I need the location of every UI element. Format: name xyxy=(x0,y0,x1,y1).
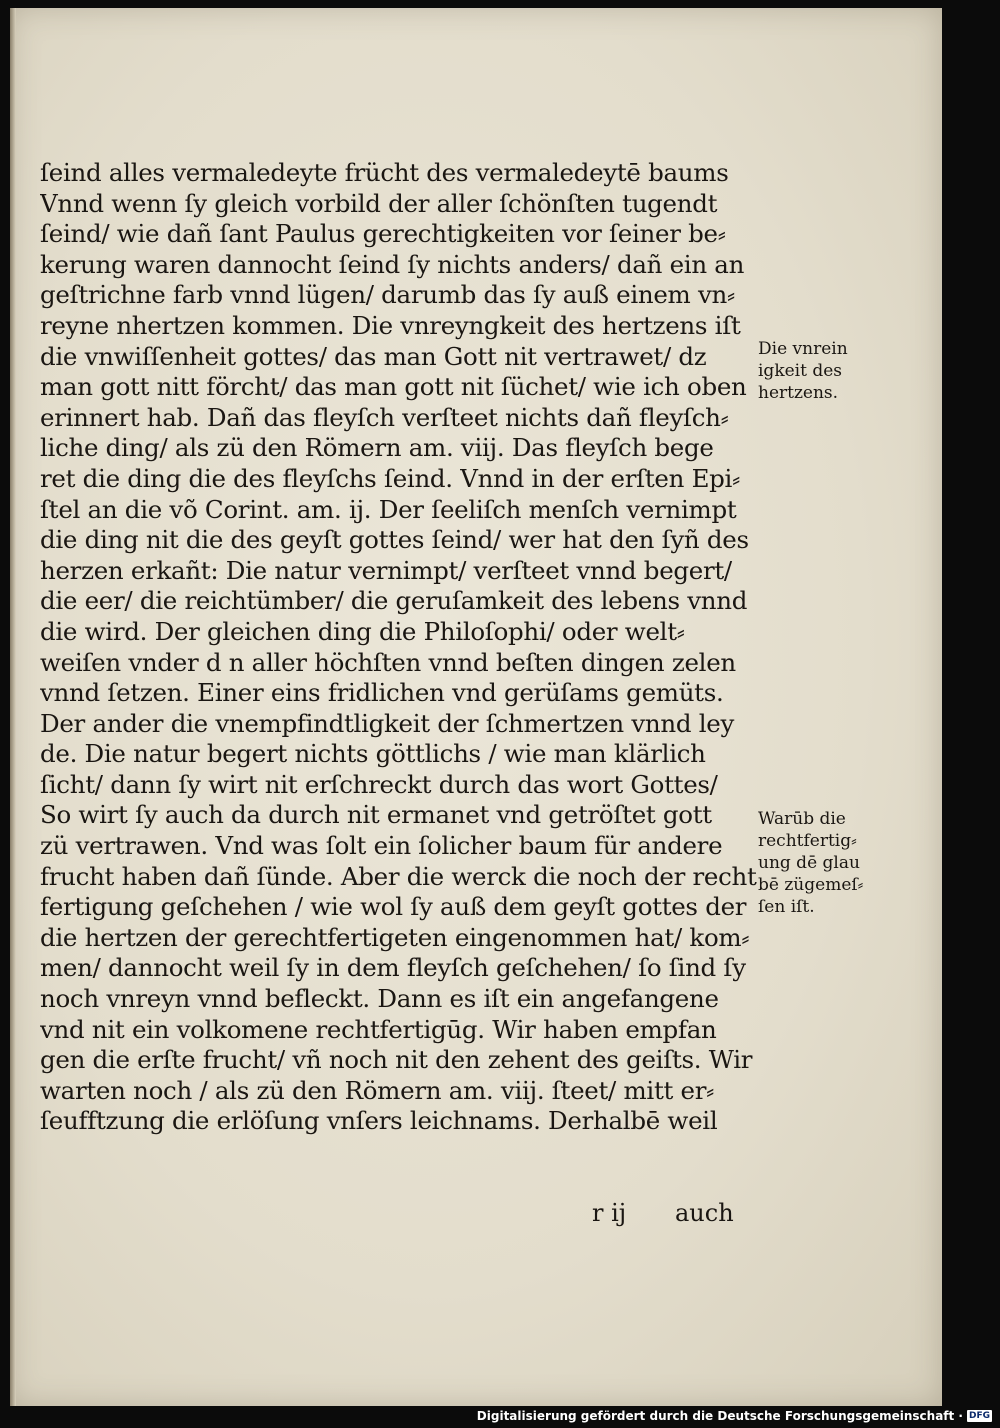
funding-footer xyxy=(477,1408,992,1424)
text-line: die wird. Der gleichen ding die Philoſophi/ oder welt⸗ xyxy=(40,616,685,646)
text-line: warten noch / als zü den Römern am. viij. ſteet/ mitt er⸗ xyxy=(40,1075,715,1105)
catchline xyxy=(10,1199,942,1229)
text-line: reyne nhertzen kommen. Die vnreyngkeit des hertzens iſt xyxy=(40,310,741,340)
catchword: auch xyxy=(675,1199,734,1227)
text-line: vnd nit ein volkomene rechtfertigūg. Wir haben empfan xyxy=(40,1014,717,1044)
text-line: ret die ding die des fleyſchs ſeind. Vnnd in der erſten Epi⸗ xyxy=(40,463,740,493)
text-line: ſeind alles vermaledeyte frücht des vermaledeytē baums xyxy=(40,158,729,187)
funding-text: Digitalisierung gefördert durch die Deutsche Forschungsgemeinschaft · xyxy=(476,1409,963,1423)
margin-note-line: rechtfertig⸗ xyxy=(758,831,857,851)
text-line: men/ dannocht weil ſy in dem fleyſch geſchehen/ ſo ſind ſy xyxy=(40,953,746,983)
text-line: erinnert hab. Dañ das fleyſch verſteet nichts dañ fleyſch⸗ xyxy=(40,402,729,432)
text-line: geſtrichne farb vnnd lügen/ darumb das ſy auß einem vn⸗ xyxy=(40,280,735,310)
text-line: noch vnreyn vnnd befleckt. Dann es iſt ein angefangene xyxy=(40,984,719,1014)
text-line: Der ander die vnempfindtligkeit der ſchmertzen vnnd ley xyxy=(40,708,734,738)
text-line: ſeufftzung die erlöſung vnſers leichnams. Derhalbē weil xyxy=(40,1106,718,1136)
text-line: man gott nitt förcht/ das man gott nit ſüchet/ wie ich oben xyxy=(40,372,747,402)
margin-note-line: igkeit des xyxy=(758,361,843,381)
book-page xyxy=(10,8,942,1406)
text-line: die vnwiſſenheit gottes/ das man Gott nit vertrawet/ dz xyxy=(40,341,707,371)
margin-note-line: Warūb die xyxy=(758,809,846,829)
text-line: de. Die natur begert nichts göttlichs / wie man klärlich xyxy=(40,739,706,769)
margin-note-line: Die vnrein xyxy=(758,339,848,359)
text-line: herzen erkañt: Die natur vernimpt/ verſteet vnnd begert/ xyxy=(40,555,732,585)
text-line: ſtel an die võ Corint. am. ij. Der ſeeliſch menſch vernimpt xyxy=(40,494,737,524)
text-line: Vnnd wenn ſy gleich vorbild der aller ſchönſten tugendt xyxy=(40,188,718,218)
text-line: frucht haben dañ ſünde. Aber die werck die noch der recht xyxy=(40,861,757,891)
text-line: die eer/ die reichtümber/ die geruſamkeit des lebens vnnd xyxy=(40,586,748,616)
signature-mark: r ij xyxy=(592,1199,627,1227)
margin-note-line: hertzens. xyxy=(758,383,839,403)
page-binding-edge xyxy=(10,8,16,1406)
text-line: ſicht/ dann ſy wirt nit erſchreckt durch das wort Gottes/ xyxy=(40,769,718,799)
margin-note-line: ſen iſt. xyxy=(758,897,815,917)
text-line: fertigung geſchehen / wie wol ſy auß dem geyſt gottes der xyxy=(40,892,747,922)
text-line: So wirt ſy auch da durch nit ermanet vnd getröſtet gott xyxy=(40,800,712,830)
text-line: die ding nit die des geyſt gottes ſeind/ wer hat den ſyñ des xyxy=(40,525,749,555)
margin-note-line: bē zügemeſ⸗ xyxy=(758,875,864,895)
text-line: kerung waren dannocht ſeind ſy nichts anders/ dañ ein an xyxy=(40,249,745,279)
body-text xyxy=(40,158,762,1137)
margin-note-line: ung dē glau xyxy=(758,853,860,873)
text-line: die hertzen der gerechtfertigeten eingenommen hat/ kom⸗ xyxy=(40,922,750,952)
margin-note xyxy=(758,338,848,404)
text-line: ſeind/ wie dañ ſant Paulus gerechtigkeiten vor ſeiner be⸗ xyxy=(40,219,726,249)
text-line: weiſen vnder d n aller höchſten vnnd beſten dingen zelen xyxy=(40,647,736,677)
dfg-logo-icon: DFG xyxy=(968,1411,990,1421)
text-line: zü vertrawen. Vnd was ſolt ein ſolicher baum für andere xyxy=(40,831,723,861)
text-line: gen die erſte frucht/ vñ noch nit den zehent des geiſts. Wir xyxy=(40,1045,753,1075)
text-line: vnnd ſetzen. Einer eins fridlichen vnd gerüſams gemüts. xyxy=(40,678,724,708)
text-line: liche ding/ als zü den Römern am. viij. Das fleyſch bege xyxy=(40,433,714,463)
margin-note xyxy=(758,808,863,918)
